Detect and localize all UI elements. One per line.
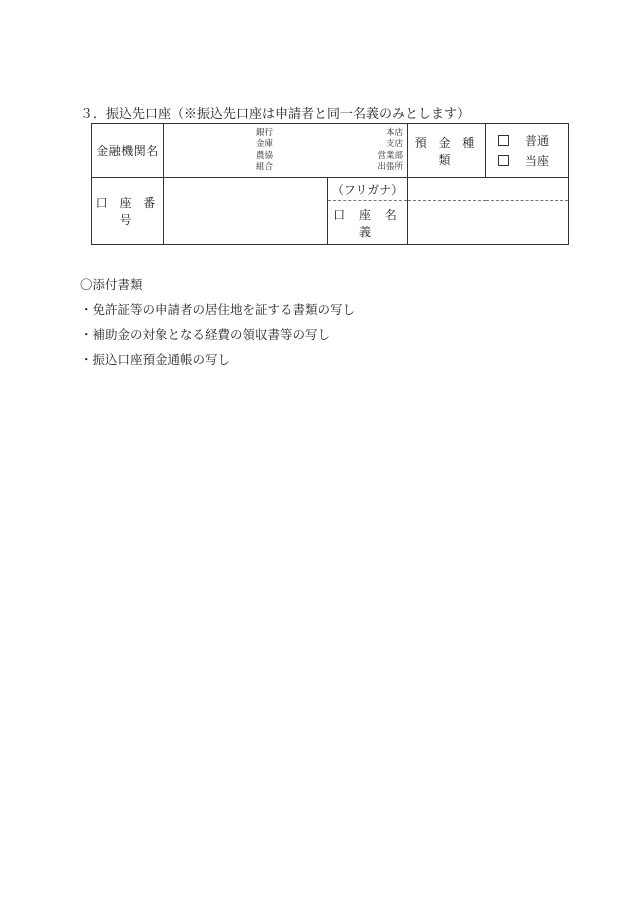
section-title: ３．振込先口座（※振込先口座は申請者と同一名義のみとします） bbox=[80, 107, 471, 122]
deposit-option-ordinary[interactable] bbox=[498, 131, 568, 151]
institution-type: 金庫 bbox=[256, 139, 274, 149]
account-name-label: 口 座 名 義 bbox=[328, 201, 408, 245]
attachment-item: ・振込口座預金通帳の写し bbox=[80, 352, 231, 367]
deposit-option-label: 普通 bbox=[525, 133, 550, 148]
deposit-option-current[interactable] bbox=[498, 151, 568, 171]
institution-type: 組合 bbox=[256, 162, 274, 172]
institution-type-list bbox=[256, 128, 273, 174]
furigana-label: （フリガナ） bbox=[328, 178, 408, 201]
branch-type: 営業部 bbox=[377, 150, 403, 161]
checkbox-icon[interactable] bbox=[498, 135, 509, 146]
bank-account-table bbox=[91, 123, 569, 245]
attachment-item: ・補助金の対象となる経費の領収書等の写し bbox=[80, 327, 331, 342]
checkbox-icon[interactable] bbox=[498, 155, 509, 166]
institution-label: 金融機関名 bbox=[92, 124, 164, 178]
institution-type: 農協 bbox=[256, 150, 274, 161]
account-name-field[interactable] bbox=[408, 201, 569, 245]
account-number-label: 口 座 番 号 bbox=[92, 178, 164, 245]
furigana-field[interactable] bbox=[408, 178, 569, 201]
deposit-option-label: 当座 bbox=[525, 153, 550, 168]
account-number-field[interactable] bbox=[164, 178, 328, 245]
attachments-heading: 〇添付書類 bbox=[80, 277, 143, 292]
deposit-type-label: 預 金 種 類 bbox=[408, 124, 486, 178]
branch-type: 支店 bbox=[385, 139, 403, 149]
deposit-type-options bbox=[486, 124, 569, 178]
attachments-section bbox=[80, 272, 355, 372]
branch-type: 出張所 bbox=[377, 162, 403, 172]
branch-type-list bbox=[377, 128, 403, 174]
institution-name-field[interactable] bbox=[164, 124, 408, 178]
institution-type: 銀行 bbox=[256, 127, 274, 138]
attachment-item: ・免許証等の申請者の居住地を証する書類の写し bbox=[80, 302, 356, 317]
branch-type: 本店 bbox=[385, 127, 403, 138]
